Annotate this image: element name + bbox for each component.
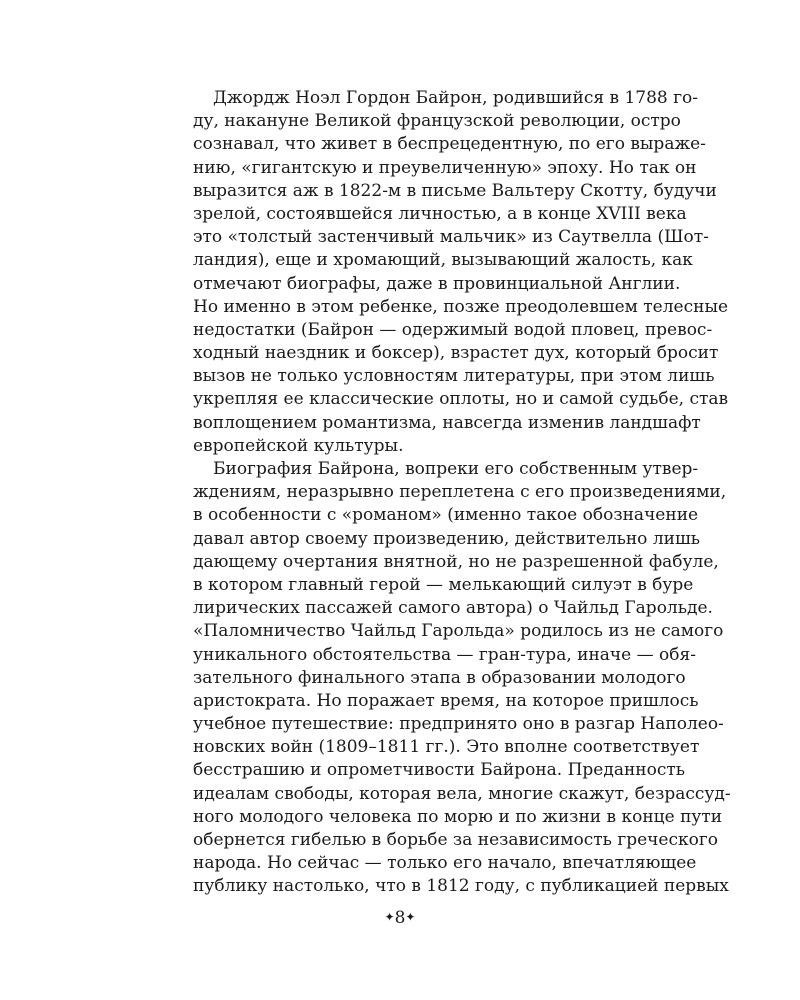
- text-line: отмечают биографы, даже в провинциальной Англии.: [193, 273, 681, 294]
- text-line: Биография Байрона, вопреки его собственным утвер-: [213, 459, 699, 479]
- text-line: зрелой, состоявшейся личностью, а в конце XVIII века: [193, 203, 687, 224]
- text-line: сознавал, что живет в беспрецедентную, по его выраже-: [193, 134, 706, 155]
- text-line: европейской культуры.: [193, 435, 404, 456]
- text-line: ного молодого человека по морю и по жизни в конце пути: [193, 806, 723, 827]
- text-line: зательного финального этапа в образовании молодого: [193, 667, 686, 688]
- text-line: это «толстый застенчивый мальчик» из Саутвелла (Шот-: [193, 227, 709, 248]
- text-line: давал автор своему произведению, действительно лишь: [193, 528, 701, 549]
- text-line: новских войн (1809–1811 гг.). Это вполне соответствует: [193, 737, 700, 758]
- paragraph-2: [193, 458, 731, 899]
- text-line: ходный наездник и боксер), взрастет дух, который бросит: [193, 343, 719, 364]
- page-number-footer: [0, 908, 800, 928]
- text-line: бесстрашию и опрометчивости Байрона. Преданность: [193, 760, 686, 781]
- text-line: выразится аж в 1822-м в письме Вальтеру Скотту, будучи: [193, 180, 717, 201]
- text-line: «Паломничество Чайльд Гарольда» родилось из не самого: [193, 621, 724, 642]
- text-line: аристократа. Но поражает время, на которое пришлось: [193, 690, 699, 711]
- text-line: укрепляя ее классические оплоты, но и самой судьбе, став: [193, 389, 729, 410]
- page-number: 8: [394, 908, 406, 928]
- text-line: Но именно в этом ребенке, позже преодолевшем телесные: [193, 296, 729, 317]
- text-line: народа. Но сейчас — только его начало, впечатляющее: [193, 853, 697, 874]
- ornament-left-icon: ✦: [384, 910, 395, 924]
- text-line: идеалам свободы, которая вела, многие скажут, безрассуд-: [193, 783, 731, 804]
- page-body: [193, 87, 731, 899]
- text-line: ду, накануне Великой французской революции, остро: [193, 111, 681, 132]
- text-line: обернется гибелью в борьбе за независимость греческого: [193, 830, 719, 850]
- text-line: нию, «гигантскую и преувеличенную» эпоху. Но так он: [193, 157, 697, 178]
- text-line: учебное путешествие: предпринято оно в разгар Наполео-: [193, 714, 724, 735]
- text-line: уникального обстоятельства — гран-тура, иначе — обя-: [193, 644, 696, 665]
- text-line: дающему очертания внятной, но не разрешенной фабуле,: [193, 551, 719, 572]
- text-line: публику настолько, что в 1812 году, с публикацией первых: [193, 876, 729, 897]
- text-line: недостатки (Байрон — одержимый водой пловец, превос-: [193, 319, 713, 340]
- text-line: в котором главный герой — мелькающий силуэт в буре: [193, 574, 694, 595]
- ornament-right-icon: ✦: [405, 910, 416, 924]
- text-line: в особенности с «романом» (именно такое обозначение: [193, 505, 699, 526]
- text-line: лирических пассажей самого автора) о Чайльд Гарольде.: [193, 598, 713, 619]
- paragraph-1: [193, 87, 729, 458]
- text-line: ждениям, неразрывно переплетена с его произведениями,: [193, 482, 727, 503]
- text-line: Джордж Ноэл Гордон Байрон, родившийся в 1788 го-: [213, 88, 699, 108]
- text-line: воплощением романтизма, навсегда изменив ландшафт: [193, 412, 701, 433]
- text-line: вызов не только условностям литературы, при этом лишь: [193, 366, 715, 387]
- text-line: ландия), еще и хромающий, вызывающий жалость, как: [193, 250, 693, 271]
